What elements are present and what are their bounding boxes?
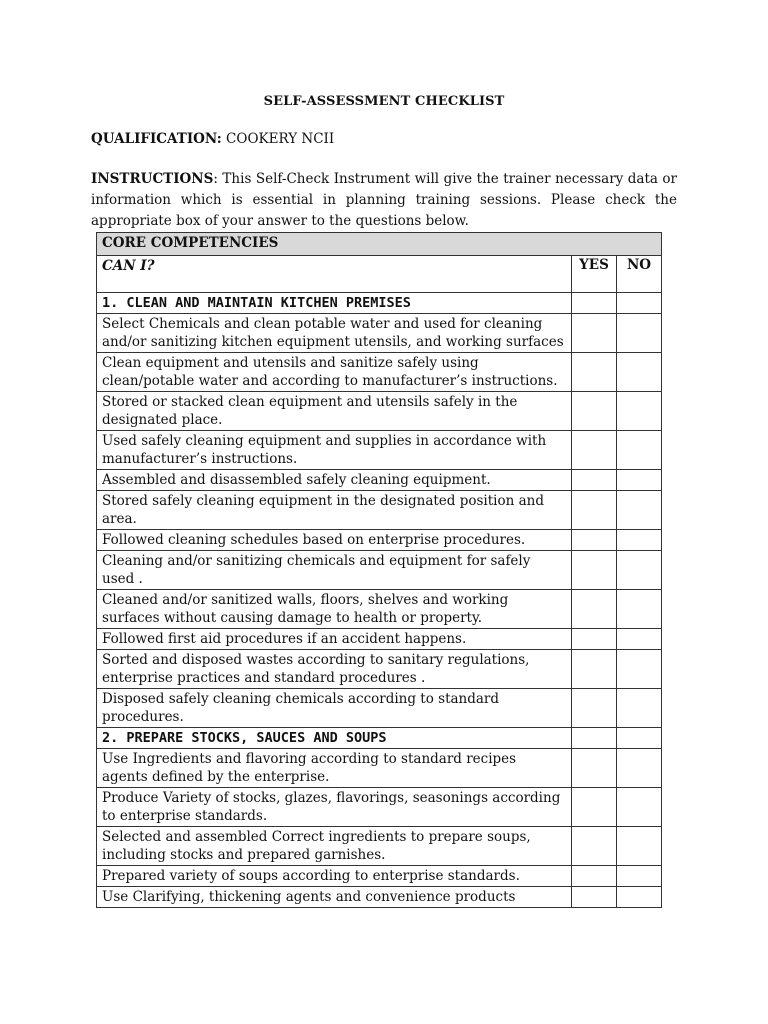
no-checkbox-cell[interactable] [617,749,662,788]
checklist-item-text: Stored or stacked clean equipment and utensils safely in the designated place. [97,392,572,431]
can-i-header: CAN I? [97,256,572,293]
yes-checkbox-cell[interactable] [572,353,617,392]
no-checkbox-cell[interactable] [617,728,662,749]
yes-checkbox-cell[interactable] [572,530,617,551]
yes-column-header: YES [572,256,617,293]
checklist-item-row [97,887,662,908]
checklist-item-row [97,689,662,728]
checklist-table [96,232,662,908]
instructions-paragraph [91,169,677,232]
checklist-item-text: Produce Variety of stocks, glazes, flavorings, seasonings according to enterprise standards. [97,788,572,827]
can-i-header-row [97,256,662,293]
checklist-item-text: Followed cleaning schedules based on enterprise procedures. [97,530,572,551]
yes-checkbox-cell[interactable] [572,788,617,827]
checklist-item-row [97,470,662,491]
no-checkbox-cell[interactable] [617,530,662,551]
checklist-item-row [97,392,662,431]
yes-checkbox-cell[interactable] [572,866,617,887]
no-checkbox-cell[interactable] [617,788,662,827]
checklist-body [97,233,662,908]
yes-checkbox-cell[interactable] [572,629,617,650]
checklist-item-text: Cleaned and/or sanitized walls, floors, shelves and working surfaces without causing damage to health or property. [97,590,572,629]
checklist-item-text: Used safely cleaning equipment and supplies in accordance with manufacturer’s instructions. [97,431,572,470]
no-checkbox-cell[interactable] [617,866,662,887]
yes-checkbox-cell[interactable] [572,887,617,908]
checklist-item-text: Clean equipment and utensils and sanitize safely using clean/potable water and according to manufacturer’s instructions. [97,353,572,392]
checklist-item-row [97,551,662,590]
checklist-item-row [97,650,662,689]
checklist-item-row [97,491,662,530]
core-competencies-header-row [97,233,662,256]
yes-checkbox-cell[interactable] [572,491,617,530]
no-checkbox-cell[interactable] [617,431,662,470]
checklist-item-text: Followed first aid procedures if an accident happens. [97,629,572,650]
section-row [97,293,662,314]
qualification-label: QUALIFICATION: [91,131,222,147]
page-title: SELF-ASSESSMENT CHECKLIST [263,94,505,109]
checklist-item-text: Select Chemicals and clean potable water and used for cleaning and/or sanitizing kitchen equipment utensils, and working surfaces [97,314,572,353]
checklist-item-text: Use Ingredients and flavoring according to standard recipes agents defined by the enterprise. [97,749,572,788]
checklist-item-row [97,314,662,353]
qualification-line [91,131,334,147]
checklist-item-row [97,788,662,827]
yes-checkbox-cell[interactable] [572,431,617,470]
instructions-label: INSTRUCTIONS [91,171,214,187]
yes-checkbox-cell[interactable] [572,689,617,728]
yes-checkbox-cell[interactable] [572,590,617,629]
yes-checkbox-cell[interactable] [572,470,617,491]
checklist-item-text: Use Clarifying, thickening agents and convenience products [97,887,572,908]
checklist-item-row [97,749,662,788]
no-checkbox-cell[interactable] [617,314,662,353]
no-checkbox-cell[interactable] [617,470,662,491]
yes-checkbox-cell[interactable] [572,650,617,689]
checklist-item-text: Stored safely cleaning equipment in the designated position and area. [97,491,572,530]
checklist-item-row [97,590,662,629]
checklist-item-row [97,866,662,887]
no-checkbox-cell[interactable] [617,689,662,728]
section-row [97,728,662,749]
no-checkbox-cell[interactable] [617,827,662,866]
checklist-item-text: Cleaning and/or sanitizing chemicals and equipment for safely used . [97,551,572,590]
section-title: 2. PREPARE STOCKS, SAUCES AND SOUPS [97,728,572,749]
checklist-item-row [97,629,662,650]
yes-checkbox-cell[interactable] [572,551,617,590]
checklist-item-text: Selected and assembled Correct ingredients to prepare soups, including stocks and prepared garnishes. [97,827,572,866]
yes-checkbox-cell[interactable] [572,728,617,749]
no-checkbox-cell[interactable] [617,293,662,314]
no-column-header: NO [617,256,662,293]
qualification-value: COOKERY NCII [226,131,335,147]
checklist-item-text: Disposed safely cleaning chemicals according to standard procedures. [97,689,572,728]
checklist-item-row [97,353,662,392]
no-checkbox-cell[interactable] [617,650,662,689]
yes-checkbox-cell[interactable] [572,314,617,353]
checklist-item-row [97,431,662,470]
checklist-item-text: Prepared variety of soups according to enterprise standards. [97,866,572,887]
no-checkbox-cell[interactable] [617,887,662,908]
checklist-item-text: Assembled and disassembled safely cleaning equipment. [97,470,572,491]
checklist-item-row [97,827,662,866]
no-checkbox-cell[interactable] [617,590,662,629]
no-checkbox-cell[interactable] [617,392,662,431]
yes-checkbox-cell[interactable] [572,392,617,431]
yes-checkbox-cell[interactable] [572,749,617,788]
no-checkbox-cell[interactable] [617,629,662,650]
section-title: 1. CLEAN AND MAINTAIN KITCHEN PREMISES [97,293,572,314]
checklist-item-row [97,530,662,551]
yes-checkbox-cell[interactable] [572,293,617,314]
no-checkbox-cell[interactable] [617,551,662,590]
instructions-text: : This Self-Check Instrument will give the trainer necessary data or information which is essential in planning training sessions. Please check the appropriate box of your answer to the questions below. [91,171,677,229]
core-competencies-header: CORE COMPETENCIES [97,233,662,256]
no-checkbox-cell[interactable] [617,491,662,530]
no-checkbox-cell[interactable] [617,353,662,392]
checklist-item-text: Sorted and disposed wastes according to sanitary regulations, enterprise practices and standard procedures . [97,650,572,689]
yes-checkbox-cell[interactable] [572,827,617,866]
